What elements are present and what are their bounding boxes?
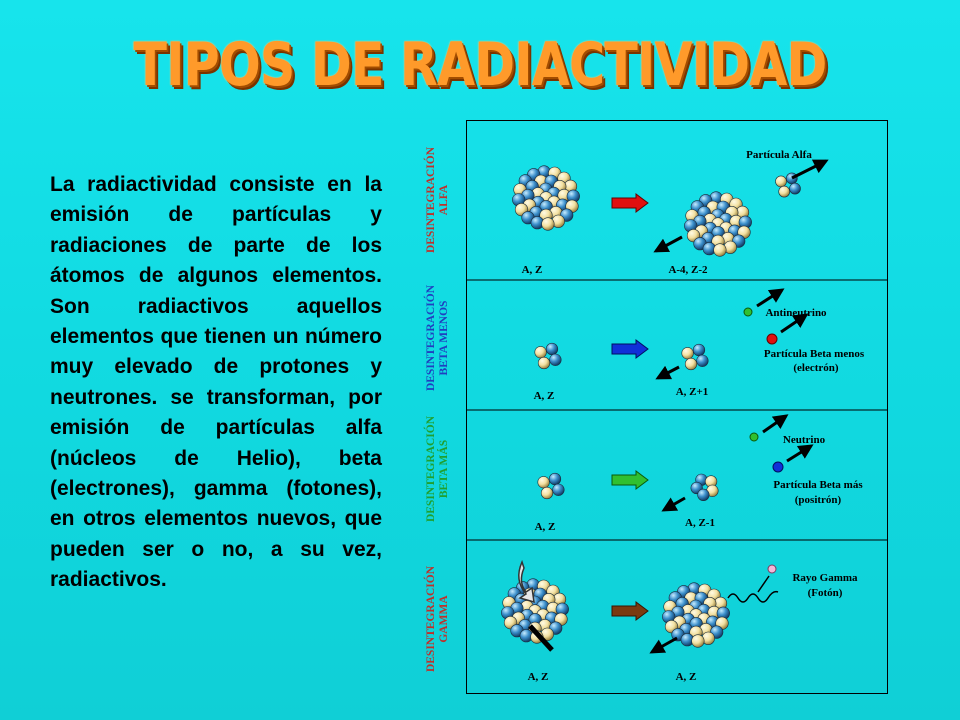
label-gamma-line1: DESINTEGRACIÓN	[425, 565, 437, 673]
recoil-arrow-alpha	[656, 237, 682, 251]
emission-arrow-alpha	[792, 161, 826, 178]
beta-plus-label: Partícula Beta más	[773, 479, 863, 491]
neutrino-label: Neutrino	[782, 434, 826, 446]
beta-minus-sublabel: (electrón)	[793, 362, 839, 374]
label-beta-plus-line2: BETA MÁS	[438, 439, 450, 499]
label-beta-plus-line1: DESINTEGRACIÓN	[425, 415, 437, 523]
nucleon	[714, 244, 727, 257]
label-gamma-decay	[421, 539, 455, 699]
recoil-arrow-gamma	[652, 638, 677, 652]
nucleon	[553, 484, 565, 496]
nucleon	[693, 344, 705, 356]
nucleon	[692, 635, 705, 648]
nucleon	[776, 176, 787, 187]
nucleon	[550, 354, 562, 366]
antineutrino-label: Antineutrino	[765, 307, 827, 319]
alpha-daughter-label: A-4, Z-2	[668, 264, 708, 276]
neutrino-particle	[750, 433, 758, 441]
nucleus-beta-minus-daughter	[682, 344, 708, 370]
nucleon	[685, 358, 697, 370]
arrow-beta-minus-decay	[612, 340, 648, 358]
gamma-ray-wave	[728, 592, 778, 602]
label-alpha-line1: DESINTEGRACIÓN	[425, 146, 437, 254]
label-alpha-line2: ALFA	[438, 184, 450, 216]
nucleon	[549, 473, 561, 485]
beta-plus-sublabel: (positrón)	[794, 494, 842, 506]
decay-diagram	[466, 120, 888, 694]
nucleon	[542, 218, 555, 231]
beta-minus-daughter-label: A, Z+1	[675, 386, 709, 398]
nucleon	[535, 346, 547, 358]
photon-particle	[768, 565, 776, 573]
recoil-arrow-beta-minus	[658, 367, 679, 378]
page-title: TIPOS DE RADIACTIVIDAD	[133, 30, 827, 100]
nucleus-alpha-daughter	[684, 192, 751, 257]
nucleon	[698, 489, 710, 501]
gamma-photon-label: (Fotón)	[807, 587, 843, 599]
beta-minus-parent-label: A, Z	[533, 390, 555, 402]
arrow-alpha-decay	[612, 194, 648, 212]
intro-paragraph: La radiactividad consiste en la emisión de partículas y radiaciones de parte de los átomos de algunos elementos. Son radiactivos aquellos elementos que tienen un número muy elevado de protones y neutrones. se transforman, por emisión de partículas alfa (núcleos de Helio), beta (electrones), gamma (fotones), en otros elementos nuevos, que pueden ser o no, a su vez, radiactivos.	[50, 173, 382, 592]
nucleon	[682, 347, 694, 359]
nucleus-gamma-daughter	[662, 583, 729, 648]
recoil-arrow-beta-plus	[664, 498, 685, 510]
nucleon	[790, 183, 801, 194]
neutrino-arrow	[763, 416, 786, 432]
alpha-parent-label: A, Z	[521, 264, 543, 276]
beta-plus-particle	[773, 462, 783, 472]
label-alpha-decay	[421, 120, 455, 280]
beta-plus-parent-label: A, Z	[534, 521, 556, 533]
alpha-particle-label: Partícula Alfa	[746, 149, 812, 161]
nucleon	[779, 186, 790, 197]
gamma-daughter-label: A, Z	[675, 671, 697, 683]
label-beta-plus-decay	[421, 389, 455, 549]
nucleon	[697, 355, 709, 367]
nucleon	[538, 357, 550, 369]
antineutrino-arrow	[757, 290, 782, 306]
gamma-ray-arrow	[758, 576, 769, 592]
beta-plus-arrow	[787, 446, 811, 461]
beta-plus-daughter-label: A, Z-1	[685, 517, 715, 529]
nucleus-beta-minus-parent	[535, 343, 561, 369]
beta-minus-particle	[767, 334, 777, 344]
label-beta-minus-line2: BETA MENOS	[438, 300, 450, 376]
nucleon	[541, 487, 553, 499]
beta-minus-label: Partícula Beta menos	[763, 348, 865, 360]
antineutrino-particle	[744, 308, 752, 316]
label-gamma-line2: GAMMA	[438, 595, 450, 643]
nucleon	[538, 476, 550, 488]
arrow-beta-plus-decay	[612, 471, 648, 489]
nucleon	[546, 343, 558, 355]
nucleus-alpha-parent	[512, 166, 579, 231]
label-beta-minus-line1: DESINTEGRACIÓN	[425, 284, 437, 392]
gamma-ray-label: Rayo Gamma	[792, 572, 858, 584]
gamma-parent-label: A, Z	[527, 671, 549, 683]
arrow-gamma-decay	[612, 602, 648, 620]
nucleus-beta-plus-daughter	[691, 474, 718, 501]
nucleus-beta-plus-parent	[538, 473, 564, 499]
